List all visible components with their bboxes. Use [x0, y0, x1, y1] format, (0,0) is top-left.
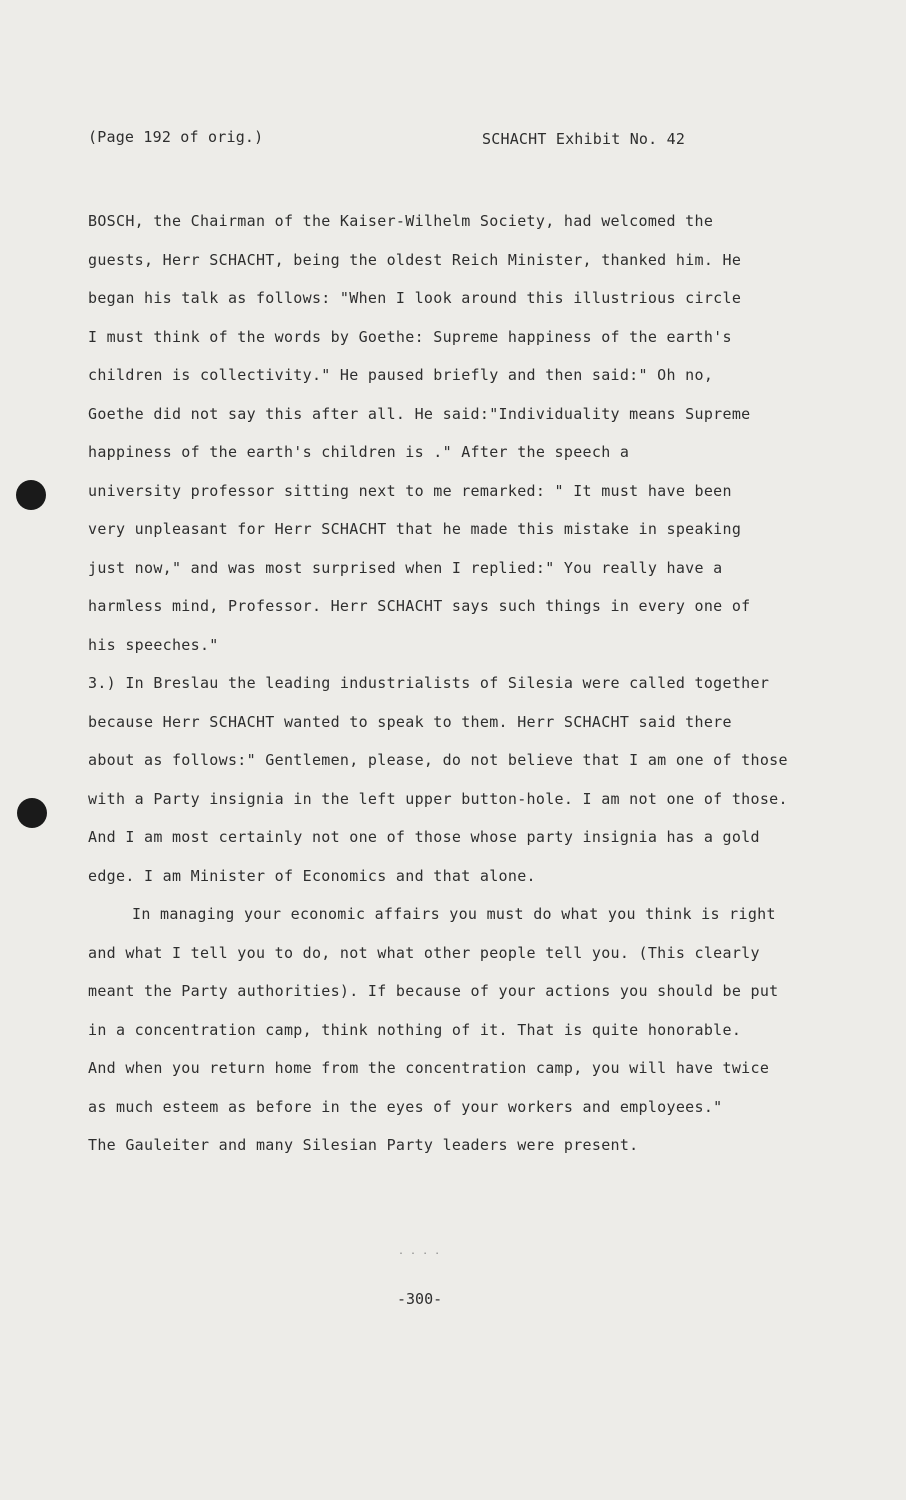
text-line: and what I tell you to do, not what other people tell you. (This clearly — [88, 943, 760, 962]
text-line: And when you return home from the concentration camp, you will have twice — [88, 1059, 770, 1077]
text-line: BOSCH, the Chairman of the Kaiser-Wilhelm Society, had welcomed the — [88, 212, 714, 230]
text-line: began his talk as follows: "When I look around this illustrious circle — [88, 289, 742, 307]
text-line: And I am most certainly not one of those whose party insignia has a gold — [88, 828, 760, 846]
page-number: -300- — [397, 1290, 443, 1308]
text-line: meant the Party authorities). If because of your actions you should be put — [88, 982, 779, 1000]
text-line: Goethe did not say this after all. He said:"Individuality means Supreme — [88, 404, 751, 423]
text-line: because Herr SCHACHT wanted to speak to them. Herr SCHACHT said there — [88, 712, 732, 731]
text-line: guests, Herr SCHACHT, being the oldest Reich Minister, thanked him. He — [88, 250, 742, 269]
text-line: children is collectivity." He paused briefly and then said:" Oh no, — [88, 366, 714, 384]
original-page-reference: (Page 192 of orig.) — [88, 128, 264, 146]
punch-hole-bottom — [17, 798, 47, 828]
text-line: very unpleasant for Herr SCHACHT that he made this mistake in speaking — [88, 520, 742, 538]
text-line: edge. I am Minister of Economics and that alone. — [88, 866, 536, 885]
text-line: 3.) In Breslau the leading industrialists of Silesia were called together — [88, 674, 770, 692]
punch-hole-top — [16, 480, 46, 510]
text-line: in a concentration camp, think nothing of it. That is quite honorable. — [88, 1020, 742, 1039]
text-line: with a Party insignia in the left upper button-hole. I am not one of those. — [88, 789, 788, 808]
text-line: The Gauleiter and many Silesian Party leaders were present. — [88, 1136, 639, 1154]
text-line: about as follows:" Gentlemen, please, do not believe that I am one of those — [88, 751, 788, 769]
exhibit-number: SCHACHT Exhibit No. 42 — [482, 130, 686, 148]
text-line: In managing your economic affairs you must do what you think is right — [132, 905, 776, 923]
text-line: harmless mind, Professor. Herr SCHACHT says such things in every one of — [88, 597, 751, 615]
text-line: university professor sitting next to me remarked: " It must have been — [88, 481, 732, 500]
text-line: happiness of the earth's children is ." After the speech a — [88, 443, 630, 461]
text-line: as much esteem as before in the eyes of your workers and employees." — [88, 1097, 723, 1116]
text-line: his speeches." — [88, 635, 219, 654]
text-line: just now," and was most surprised when I replied:" You really have a — [88, 558, 723, 577]
footer-dots: . . . . — [398, 1246, 441, 1257]
body-text — [88, 202, 828, 1165]
text-line: I must think of the words by Goethe: Supreme happiness of the earth's — [88, 327, 732, 346]
